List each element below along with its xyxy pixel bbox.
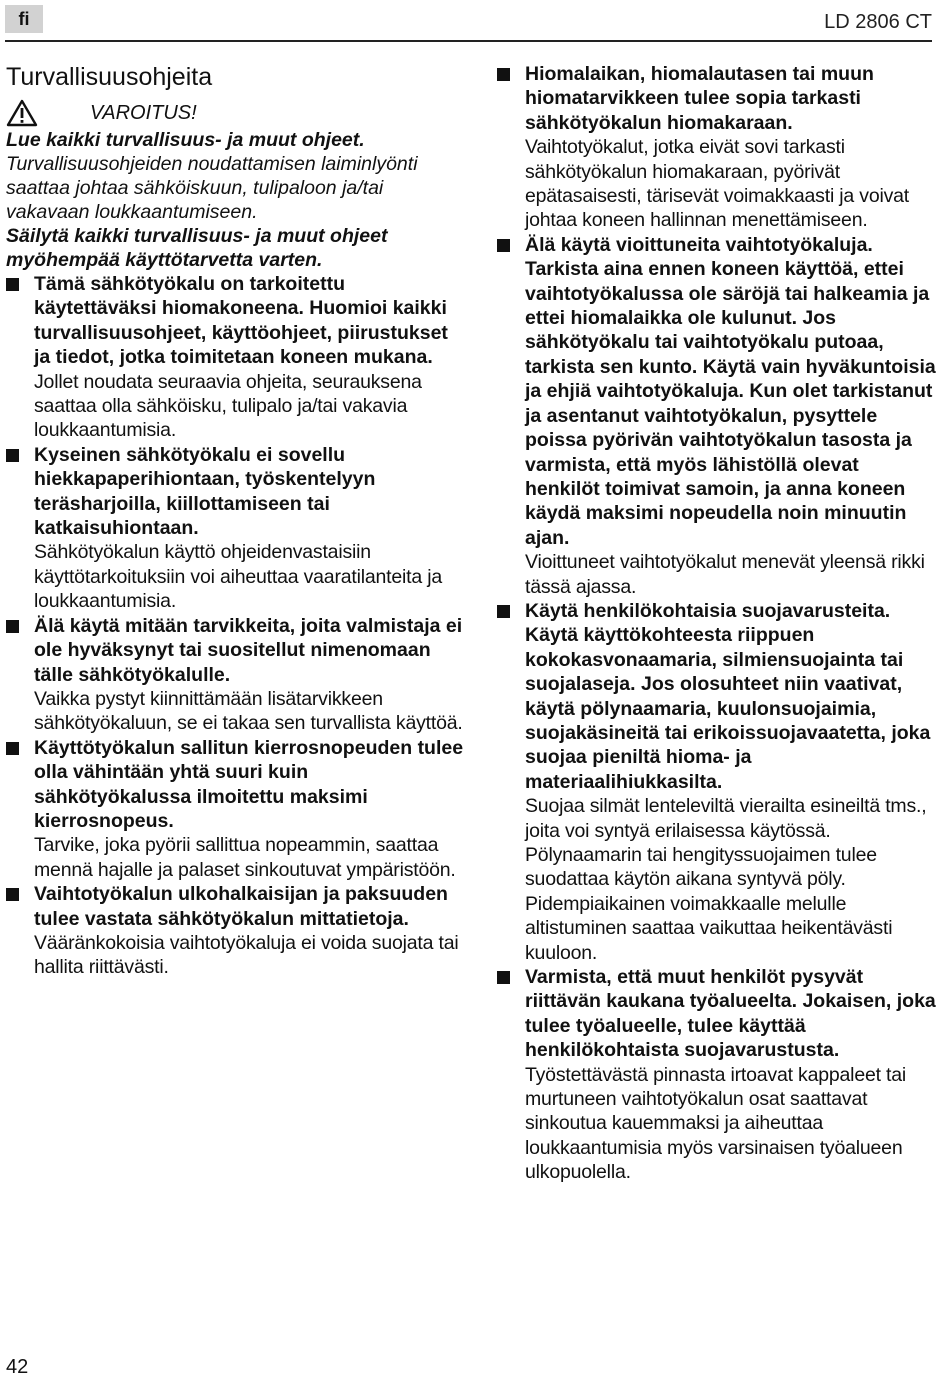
safety-item-heading: Hiomalaikan, hiomalautasen tai muun hiomatarvikkeen tulee sopia tarkasti sähkötyökalun hiomakaraan. [525, 63, 874, 134]
safety-item-text: Vioittuneet vaihtotyökalut menevät yleensä rikki tässä ajassa. [525, 551, 925, 598]
safety-item-text: Jollet noudata seuraavia ohjeita, seurauksena saattaa olla sähköisku, tulipalo ja/tai vakavia loukkaantumisia. [34, 370, 422, 442]
bullet-square-icon [6, 620, 19, 633]
safety-item [497, 965, 937, 1185]
safety-item [6, 272, 464, 443]
safety-item-heading: Älä käytä vioittuneita vaihtotyökaluja. Tarkista aina ennen koneen käyttöä, ettei vaihtotyökalussa ole säröjä tai halkeamia ja ettei hiomalaikka ole kulunut. Jos sähkötyökalu tai vaihtotyökalu putoaa, tarkista sen kunto. Käytä vain hyväkuntoisia ja ehjiä vaihtotyökaluja. Kun olet tarkistanut ja asentanut vaihtotyökalun, pysyttele poissa pyörivän vaihtotyökalun tasosta ja varmista, että myös lähistöllä olevat henkilöt toimivat samoin, ja anna koneen käydä maksimi nopeudella noin minuutin ajan. [525, 233, 936, 549]
warning-triangle-icon [6, 99, 38, 127]
safety-item-heading: Varmista, että muut henkilöt pysyvät riittävän kaukana työalueelta. Jokaisen, joka tulee työalueelle, tulee käyttää henkilökohtaista suojavarustusta. [525, 966, 936, 1062]
bullet-square-icon [6, 449, 19, 462]
safety-item-text: Työstettävästä pinnasta irtoavat kappaleet tai murtuneen vaihtotyökalun osat saattavat sinkoutua kauemmaksi ja aiheuttaa loukkaantumisia myös varsinaisen työalueen ulkopuolella. [525, 1063, 907, 1184]
bullet-square-icon [6, 278, 19, 291]
page-number: 42 [6, 1356, 29, 1378]
safety-item [6, 736, 464, 882]
bullet-square-icon [6, 888, 19, 901]
safety-item-text: Vaikka pystyt kiinnittämään lisätarvikkeen sähkötyökaluun, se ei takaa sen turvallista käyttöä. [34, 687, 463, 735]
section-title: Turvallisuusohjeita [6, 63, 213, 91]
safety-item-text: Suojaa silmät lenteleviltä vierailta esineiltä tms., joita voi syntyä erilaisessa käytössä. Pölynaamarin tai hengityssuojaimen tulee suodattaa käytön aikana syntyvä pöly. Pidempiaikainen voimakkaalle melulle altistuminen saattaa vaikuttaa heikentävästi kuuloon. [525, 795, 927, 964]
safety-item-text: Vääränkokoisia vaihtotyökaluja ei voida suojata tai hallita riittävästi. [34, 931, 459, 979]
safety-item-heading: Käyttötyökalun sallitun kierrosnopeuden tulee olla vähintään yhtä suuri kuin sähkötyökalussa ilmoitettu maksimi kierrosnopeus. [34, 736, 464, 832]
safety-item-text: Tarvike, joka pyörii sallittua nopeammin, saattaa mennä hajalle ja palaset sinkoutuvat ympäristöön. [34, 834, 456, 881]
bullet-square-icon [497, 68, 510, 81]
warning-consequence: Turvallisuusohjeiden noudattamisen laiminlyönti saattaa johtaa sähköiskuun, tulipaloon ja/tai vakavaan loukkaantumiseen. [6, 153, 418, 223]
safety-item [6, 443, 464, 614]
safety-item-text: Sähkötyökalun käyttö ohjeidenvastaisiin käyttötarkoituksiin voi aiheuttaa vaaratilanteita ja loukkaantumisia. [34, 541, 443, 613]
safety-item-heading: Kyseinen sähkötyökalu ei sovellu hiekkapaperihiontaan, työskentelyyn teräsharjoilla, kiillottamiseen tai katkaisuhiontaan. [34, 443, 376, 540]
warning-read-all: Lue kaikki turvallisuus- ja muut ohjeet. [6, 129, 365, 151]
safety-item [6, 882, 464, 980]
safety-item [497, 599, 937, 965]
right-column [497, 62, 937, 1185]
safety-item-heading: Tämä sähkötyökalu on tarkoitettu käytettäväksi hiomakoneena. Huomioi kaikki turvallisuusohjeet, käyttöohjeet, piirustukset ja tiedot, jotka toimitetaan koneen mukana. [34, 273, 448, 369]
safety-item-heading: Älä käytä mitään tarvikkeita, joita valmistaja ei ole hyväksynyt tai suositellut nimenomaan tälle sähkötyökalulle. [34, 614, 463, 686]
bullet-square-icon [6, 742, 19, 755]
left-column [6, 62, 464, 980]
safety-item [497, 233, 937, 599]
language-tag: fi [5, 5, 43, 33]
safety-item [6, 614, 464, 736]
bullet-square-icon [497, 239, 510, 252]
warning-label: VAROITUS! [90, 101, 197, 124]
safety-item [497, 62, 937, 233]
model-number: LD 2806 CT [824, 11, 932, 33]
header-divider [5, 40, 932, 42]
warning-keep-instructions: Säilytä kaikki turvallisuus- ja muut ohjeet myöhempää käyttötarvetta varten. [6, 225, 388, 271]
safety-item-text: Vaihtotyökalut, jotka eivät sovi tarkasti sähkötyökalun hiomakaraan, pyörivät epätasaisesti, tärisevät voimakkaasti ja voivat johtaa koneen hallinnan menettämiseen. [525, 136, 910, 232]
bullet-square-icon [497, 971, 510, 984]
safety-item-heading: Käytä henkilökohtaisia suojavarusteita. Käytä käyttökohteesta riippuen kokokasvonaamaria, silmiensuojainta tai suojalaseja. Jos olosuhteet niin vaativat, käytä pölynaamaria, kuulonsuojaimia, suojakäsineitä tai erikoissuojavaatetta, joka suojaa pieniltä hioma- ja materiaalihiukkasilta. [525, 599, 931, 793]
bullet-square-icon [497, 605, 510, 618]
safety-item-heading: Vaihtotyökalun ulkohalkaisijan ja paksuuden tulee vastata sähkötyökalun mittatietoja. [34, 883, 448, 930]
warning-heading [6, 98, 464, 128]
